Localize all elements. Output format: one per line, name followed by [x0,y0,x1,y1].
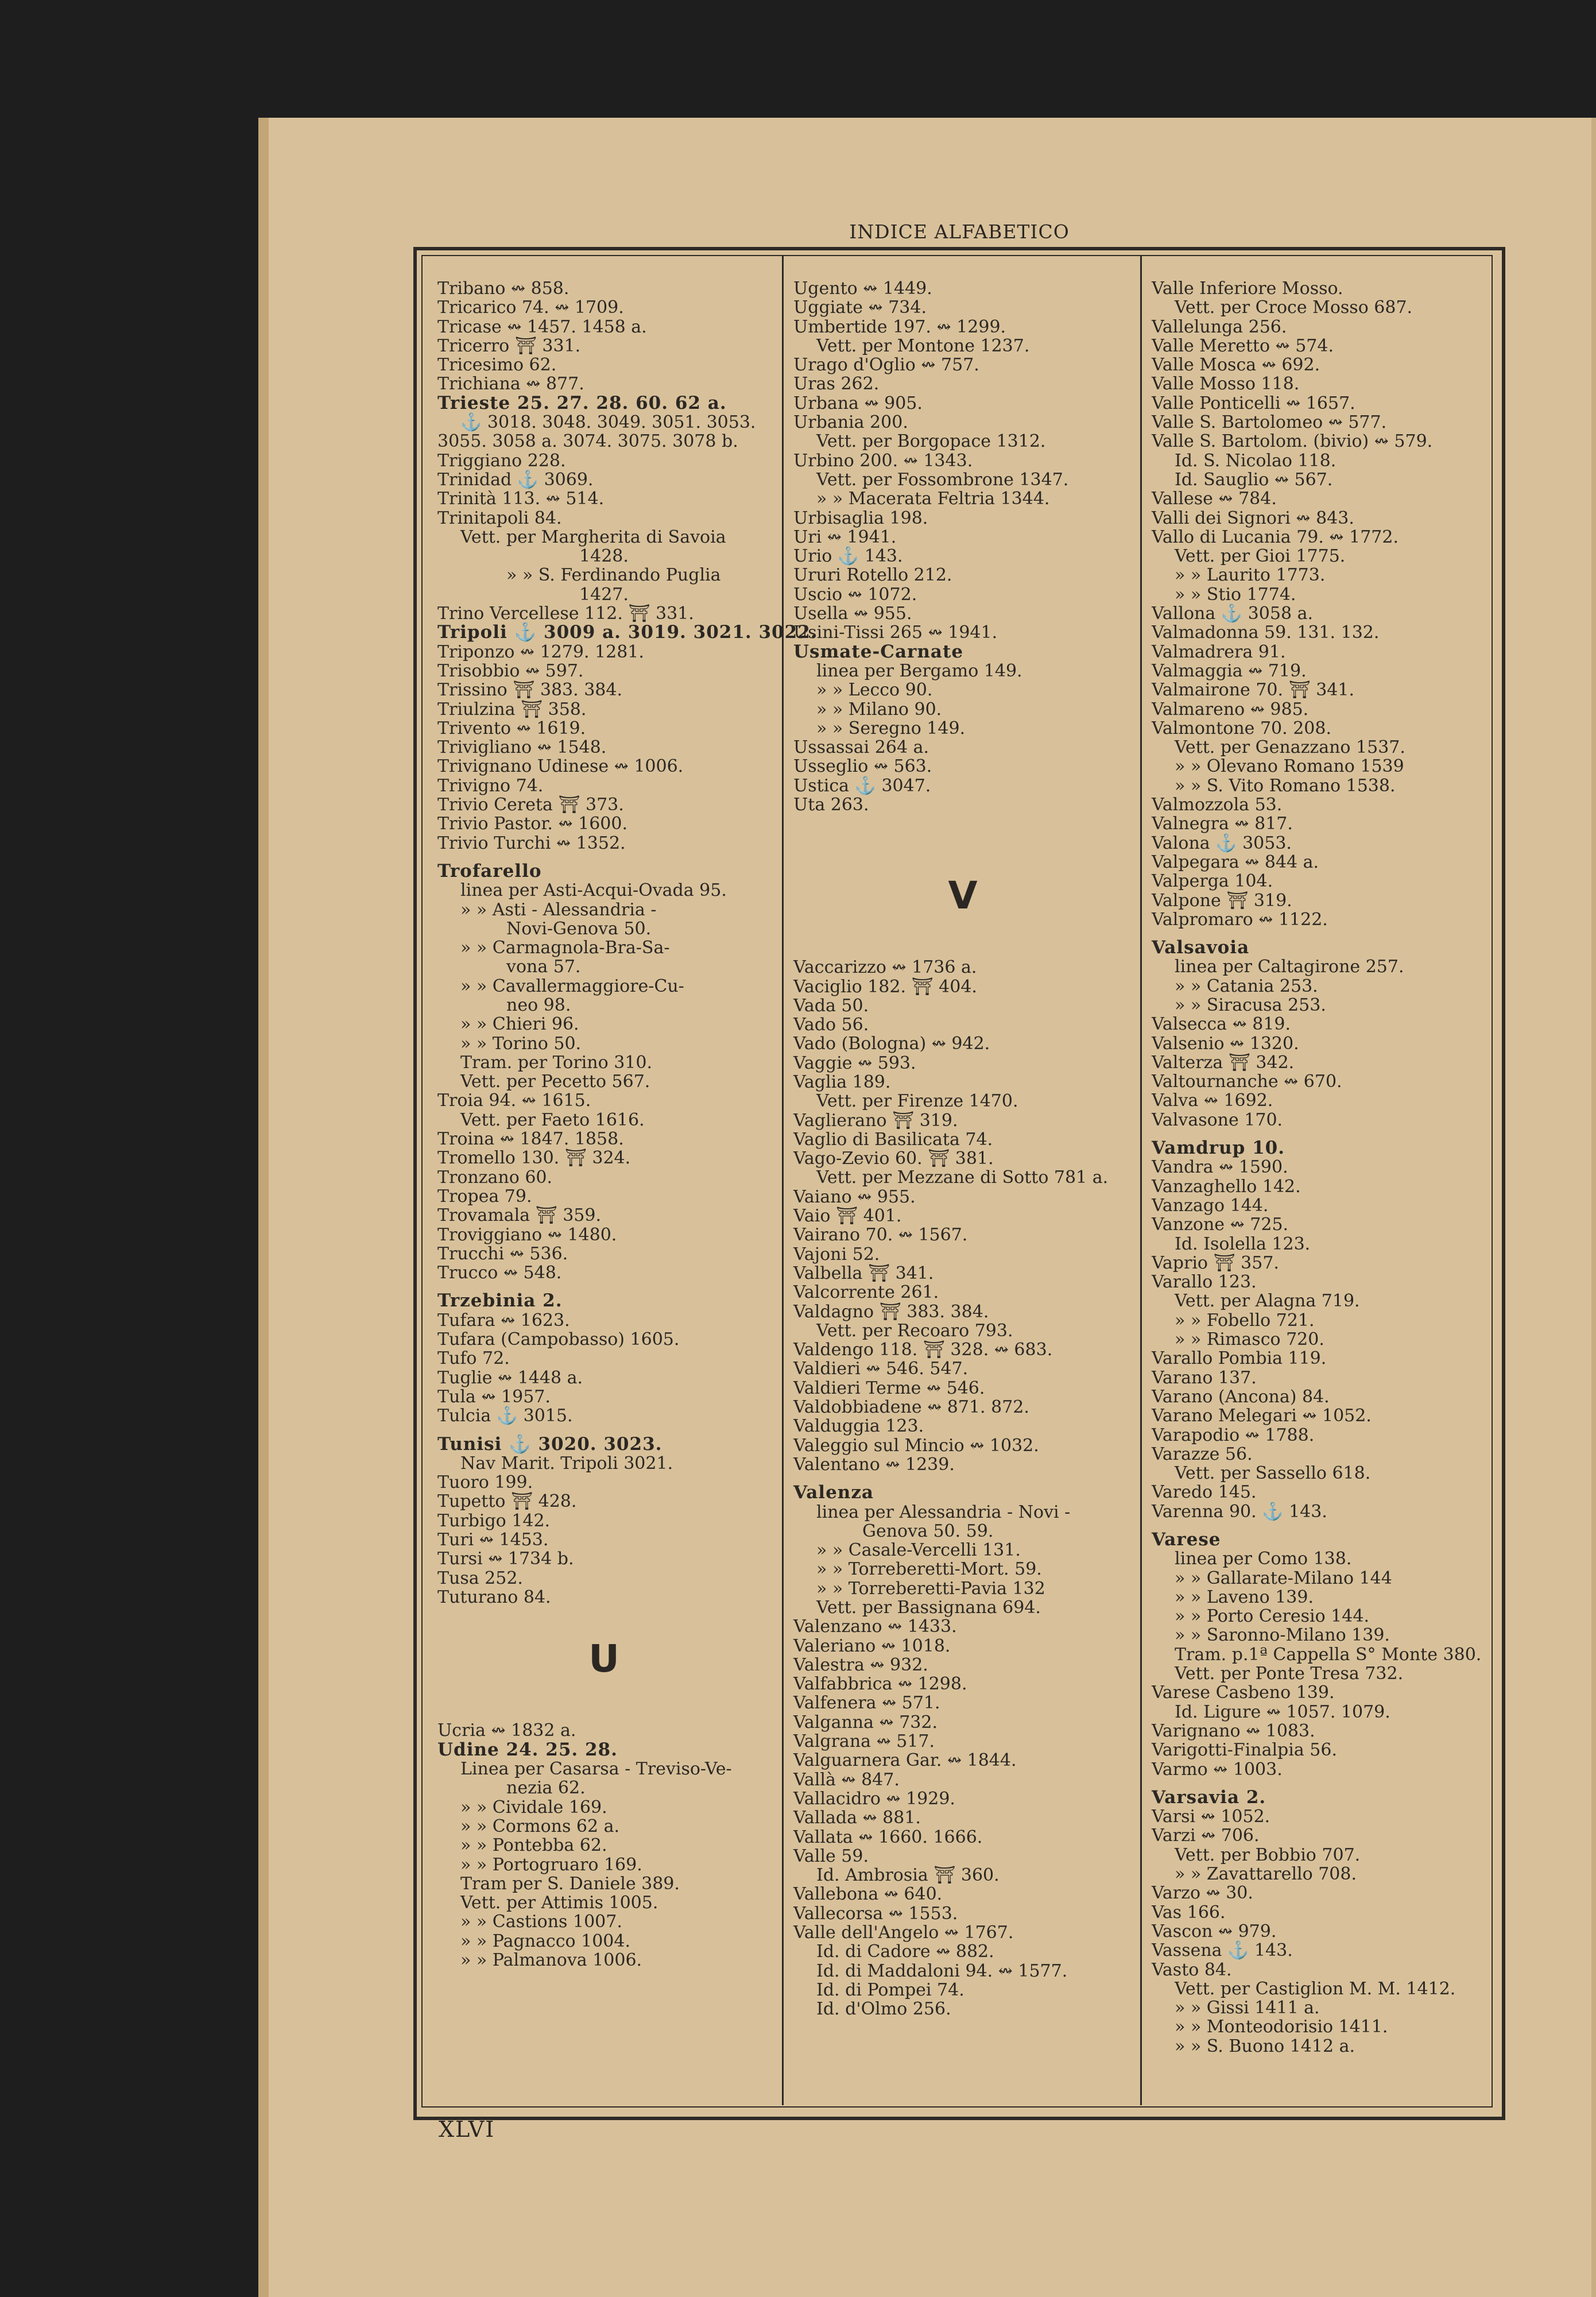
index-entry: Vallada ↭ 881. [793,1808,921,1828]
index-entry: Vascon ↭ 979. [1152,1921,1277,1942]
index-entry: » » Zavattarello 708. [1175,1864,1357,1885]
index-entry: Varano Melegari ↭ 1052. [1152,1406,1372,1426]
index-entry: Vett. per Alagna 719. [1175,1291,1360,1312]
index-entry: Vanzago 144. [1152,1195,1269,1216]
index-entry: Valdobbiadene ↭ 871. 872. [793,1397,1029,1418]
index-entry: Ucria ↭ 1832 a. [437,1720,576,1741]
index-entry: Valpone ⛩ 319. [1152,890,1292,911]
index-entry: Urbania 200. [793,412,908,433]
index-entry: Varzi ↭ 706. [1152,1826,1260,1846]
index-entry: Id. Isolella 123. [1175,1233,1311,1254]
section-letter: U [588,1637,619,1681]
index-entry: Tricesimo 62. [437,355,557,376]
index-entry: Trucco ↭ 548. [437,1263,562,1283]
spacer [437,1702,770,1721]
index-heading: Trieste 25. 27. 28. 60. 62 a. [437,392,727,413]
index-entry: Valdieri ↭ 546. 547. [793,1359,969,1379]
index-entry: Vajoni 52. [793,1244,880,1264]
index-entry: Uscio ↭ 1072. [793,584,917,605]
index-entry: Vassena ⚓ 143. [1152,1940,1293,1961]
index-entry: Id. Ambrosia ⛩ 360. [816,1865,1000,1886]
index-heading: Trzebinia 2. [437,1290,563,1312]
index-heading: Tripoli ⚓ 3009 a. 3019. 3021. 3022. [437,622,818,643]
index-entry: Tram. per Torino 310. [460,1052,652,1073]
index-entry: Vallacidro ↭ 1929. [793,1788,955,1809]
index-entry: Tribano ↭ 858. [437,279,570,299]
index-entry: Tufara ↭ 1623. [437,1310,570,1331]
index-entry: Vallà ↭ 847. [793,1769,900,1790]
index-entry: Vallo di Lucania 79. ↭ 1772. [1152,527,1399,547]
index-entry: » » S. Buono 1412 a. [1175,2036,1355,2056]
index-entry: Tram per S. Daniele 389. [460,1873,680,1894]
index-entry: Varano (Ancona) 84. [1152,1386,1330,1407]
index-entry: Vaglia 189. [793,1072,891,1092]
page-header: INDICE ALFABETICO [849,221,1070,243]
index-entry: Id. di Pompei 74. [816,1979,964,2000]
index-entry: Valmareno ↭ 985. [1152,699,1309,720]
index-entry: Tusa 252. [437,1568,523,1588]
index-entry: Valle Inferiore Mosso. [1152,279,1343,299]
index-entry: Usini-Tissi 265 ↭ 1941. [793,622,998,643]
index-entry: 3055. 3058 a. 3074. 3075. 3078 b. [437,431,738,452]
index-entry: Tursi ↭ 1734 b. [437,1549,574,1569]
index-entry: Tricarico 74. ↭ 1709. [437,297,624,318]
index-entry: » » Carmagnola-Bra-Sa- [460,938,670,958]
index-entry: Varallo 123. [1152,1272,1257,1293]
index-entry: » » Rimasco 720. [1175,1329,1324,1350]
index-entry: Trovamala ⛩ 359. [437,1205,602,1226]
index-entry: Valmairone 70. ⛩ 341. [1152,680,1354,701]
index-entry: Vett. per Montone 1237. [816,335,1030,356]
index-entry: Varsi ↭ 1052. [1152,1807,1270,1827]
index-entry: linea per Caltagirone 257. [1175,957,1404,977]
index-entry: Linea per Casarsa - Treviso-Ve- [460,1759,732,1780]
index-entry: » » Laurito 1773. [1175,565,1326,586]
index-entry: Vanzone ↭ 725. [1152,1215,1289,1235]
index-entry: Vett. per Recoaro 793. [816,1320,1013,1341]
index-entry: Valeggio sul Mincio ↭ 1032. [793,1435,1039,1456]
index-entry: Vett. per Fossombrone 1347. [816,469,1069,490]
index-entry: Vanzaghello 142. [1152,1176,1301,1197]
index-entry: Vas 166. [1152,1902,1226,1923]
index-entry: Trivio Pastor. ↭ 1600. [437,814,627,834]
index-entry: Urbisaglia 198. [793,508,928,528]
index-entry: Valva ↭ 1692. [1152,1091,1273,1111]
index-entry: » » S. Vito Romano 1538. [1175,775,1396,796]
index-heading: Usmate-Carnate [793,641,964,662]
spacer [793,939,1132,958]
index-entry: Valli dei Signori ↭ 843. [1152,508,1354,528]
index-entry: Vett. per Bobbio 707. [1175,1844,1361,1865]
index-entry: Vett. per Margherita di Savoia [460,527,726,547]
index-heading: Trofarello [437,860,542,881]
index-entry: » » Cividale 169. [460,1797,607,1818]
index-entry: » » Asti - Alessandria - [460,899,657,920]
index-entry: » » Castions 1007. [460,1912,622,1932]
index-entry: Vaprio ⛩ 357. [1152,1252,1279,1273]
index-entry: Vett. per Sassello 618. [1175,1463,1371,1484]
index-entry: Valsecca ↭ 819. [1152,1014,1291,1035]
index-entry: Trivio Turchi ↭ 1352. [437,833,626,853]
index-entry: Tupetto ⛩ 428. [437,1491,577,1512]
index-entry: Vett. per Mezzane di Sotto 781 a. [816,1167,1109,1188]
index-entry: Trinidad ⚓ 3069. [437,469,594,490]
index-heading: Varese [1152,1529,1221,1550]
index-entry: Tufara (Campobasso) 1605. [437,1329,680,1350]
index-entry: Valmadrera 91. [1152,641,1286,662]
index-entry: Vaiano ↭ 955. [793,1186,916,1207]
index-entry: Genova 50. 59. [862,1521,994,1541]
index-column-2 [793,279,1132,2105]
index-entry: Tropea 79. [437,1186,532,1206]
index-entry: linea per Como 138. [1175,1549,1352,1569]
index-entry: Valmozzola 53. [1152,795,1283,815]
index-entry: » » Fobello 721. [1175,1310,1315,1331]
index-entry: Vallebona ↭ 640. [793,1884,943,1905]
index-entry: Urbino 200. ↭ 1343. [793,450,973,471]
index-entry: Vett. per Croce Mosso 687. [1175,297,1413,318]
index-entry: Uta 263. [793,795,869,815]
index-entry: Vett. per Faeto 1616. [460,1109,645,1130]
index-entry: Valestra ↭ 932. [793,1654,928,1675]
index-entry: neo 98. [506,995,571,1015]
index-entry: Id. di Maddaloni 94. ↭ 1577. [816,1960,1068,1981]
index-entry: Trissino ⛩ 383. 384. [437,680,623,701]
index-entry: Id. Ligure ↭ 1057. 1079. [1175,1702,1390,1722]
index-entry: Vago-Zevio 60. ⛩ 381. [793,1148,994,1169]
index-entry: Valvasone 170. [1152,1109,1283,1130]
index-column-3 [1152,279,1485,2105]
index-entry: Trinità 113. ↭ 514. [437,489,605,509]
index-entry: » » Chieri 96. [460,1014,579,1035]
index-entry: Varese Casbeno 139. [1152,1683,1335,1703]
index-entry: Valle Mosso 118. [1152,374,1300,395]
index-entry: Valsenio ↭ 1320. [1152,1033,1299,1054]
index-entry: » » Cavallermaggiore-Cu- [460,976,684,996]
index-entry: » » Gissi 1411 a. [1175,1998,1320,2018]
index-entry: Valle S. Bartolom. (bivio) ↭ 579. [1152,431,1433,452]
index-entry: Vett. per Borgopace 1312. [816,431,1046,452]
index-entry: Varedo 145. [1152,1482,1257,1503]
index-entry: Nav Marit. Tripoli 3021. [460,1453,673,1474]
index-entry: Triggiano 228. [437,450,566,471]
index-entry: Tuturano 84. [437,1587,551,1607]
index-entry: Valdieri Terme ↭ 546. [793,1378,985,1398]
index-entry: linea per Bergamo 149. [816,660,1022,681]
index-entry: » » Catania 253. [1175,976,1318,996]
index-entry: Id. di Cadore ↭ 882. [816,1942,994,1962]
index-entry: Vaccarizzo ↭ 1736 a. [793,957,977,978]
index-entry: » » Torino 50. [460,1033,582,1054]
spacer [437,1607,770,1616]
index-entry: Valenzano ↭ 1433. [793,1617,957,1637]
index-entry: Novi-Genova 50. [506,918,652,939]
index-entry: Id. d'Olmo 256. [816,1999,951,2020]
index-entry: Vado 56. [793,1015,869,1035]
index-entry: Urago d'Oglio ↭ 757. [793,355,979,376]
index-entry: Valfenera ↭ 571. [793,1693,940,1714]
index-entry: Valeriano ↭ 1018. [793,1635,951,1656]
page-number: XLVI [439,2117,495,2142]
index-entry: Valle Ponticelli ↭ 1657. [1152,393,1355,413]
index-entry: Vett. per Firenze 1470. [816,1091,1018,1112]
index-entry: Valgrana ↭ 517. [793,1731,935,1752]
index-entry: Triulzina ⛩ 358. [437,699,587,720]
index-entry: » » Casale-Vercelli 131. [816,1540,1021,1561]
index-entry: Varigotti-Finalpia 56. [1152,1740,1337,1761]
index-entry: Tula ↭ 1957. [437,1386,551,1407]
index-entry: Vett. per Castiglion M. M. 1412. [1175,1978,1456,1999]
index-entry: Valle dell'Angelo ↭ 1767. [793,1923,1014,1943]
index-entry: Trivio Cereta ⛩ 373. [437,795,624,815]
index-entry: Tricerro ⛩ 331. [437,335,581,356]
index-entry: Troviggiano ↭ 1480. [437,1224,617,1245]
index-entry: Valona ⚓ 3053. [1152,833,1292,853]
index-entry: » » Portogruaro 169. [460,1854,642,1875]
index-entry: Troia 94. ↭ 1615. [437,1091,591,1111]
index-entry: » » Macerata Feltria 1344. [816,489,1050,509]
index-entry: » » Milano 90. [816,699,942,720]
index-entry: » » Laveno 139. [1175,1587,1314,1607]
index-entry: Troina ↭ 1847. 1858. [437,1129,624,1150]
index-entry: Triponzo ↭ 1279. 1281. [437,641,644,662]
index-entry: Vallecorsa ↭ 1553. [793,1903,958,1924]
index-heading: Udine 24. 25. 28. [437,1739,618,1760]
index-entry: Vallata ↭ 1660. 1666. [793,1827,983,1847]
index-entry: » » Cormons 62 a. [460,1816,620,1836]
index-entry: 1428. [579,546,629,567]
index-entry: Valmadonna 59. 131. 132. [1152,622,1380,643]
index-entry: Varmo ↭ 1003. [1152,1759,1283,1780]
index-entry: Trisobbio ↭ 597. [437,660,584,681]
index-entry: Turbigo 142. [437,1510,551,1531]
index-entry: » » Olevano Romano 1539 [1175,756,1404,777]
index-entry: Vaggie ↭ 593. [793,1053,916,1073]
index-entry: Tronzano 60. [437,1167,553,1188]
index-entry: Vett. per Gioi 1775. [1175,546,1346,567]
index-entry: Valguarnera Gar. ↭ 1844. [793,1750,1017,1771]
index-entry: » » S. Ferdinando Puglia [506,565,721,586]
index-entry: Urio ⚓ 143. [793,546,903,567]
index-entry: Vaglio di Basilicata 74. [793,1129,993,1150]
index-entry: Valpegara ↭ 844 a. [1152,852,1319,872]
index-entry: Vasto 84. [1152,1959,1232,1980]
index-entry: Trivigliano ↭ 1548. [437,737,607,758]
index-entry: Uggiate ↭ 734. [793,297,927,318]
index-entry: » » Seregno 149. [816,718,966,738]
index-entry: Varallo Pombia 119. [1152,1348,1327,1369]
index-entry: Tulcia ⚓ 3015. [437,1406,573,1426]
index-entry: Vandra ↭ 1590. [1152,1157,1288,1178]
index-entry: Tuglie ↭ 1448 a. [437,1367,583,1388]
index-entry: Varano 137. [1152,1367,1257,1388]
index-entry: Tuoro 199. [437,1472,533,1493]
index-entry: Usseglio ↭ 563. [793,756,932,777]
index-entry: Valtournanche ↭ 670. [1152,1072,1342,1092]
spacer [793,814,1132,833]
index-entry: Ururi Rotello 212. [793,565,952,586]
index-entry: linea per Alessandria - Novi - [816,1502,1071,1522]
index-entry: Ugento ↭ 1449. [793,279,932,299]
index-entry: Valcorrente 261. [793,1282,939,1303]
index-entry: Valganna ↭ 732. [793,1712,938,1733]
index-entry: Vaglierano ⛩ 319. [793,1110,958,1131]
index-column-1 [437,279,818,2105]
index-entry: » » Saronno-Milano 139. [1175,1625,1390,1646]
index-entry: Trivignano Udinese ↭ 1006. [437,756,684,777]
index-entry: Tram. p.1ª Cappella S° Monte 380. [1175,1644,1482,1665]
index-entry: » » Stio 1774. [1175,584,1296,605]
index-entry: » » Porto Ceresio 144. [1175,1606,1369,1627]
index-heading: Vamdrup 10. [1152,1138,1285,1159]
index-entry: Uri ↭ 1941. [793,527,897,547]
index-entry: Valdagno ⛩ 383. 384. [793,1301,989,1322]
index-entry: Vaciglio 182. ⛩ 404. [793,976,977,997]
index-heading: Varsavia 2. [1152,1786,1266,1808]
index-entry: Varenna 90. ⚓ 143. [1152,1501,1327,1522]
index-entry: Valfabbrica ↭ 1298. [793,1674,967,1695]
index-entry: Valle S. Bartolomeo ↭ 577. [1152,412,1387,433]
index-entry: ⚓ 3018. 3048. 3049. 3051. 3053. [460,412,756,433]
index-entry: Tromello 130. ⛩ 324. [437,1148,631,1169]
index-entry: Valperga 104. [1152,871,1273,892]
index-entry: » » Torreberetti-Pavia 132 [816,1578,1045,1599]
index-entry: Usella ↭ 955. [793,604,912,624]
index-entry: » » Lecco 90. [816,680,933,701]
index-heading: Tunisi ⚓ 3020. 3023. [437,1433,663,1455]
column-divider-1 [782,255,784,2105]
index-entry: Id. Sauglio ↭ 567. [1175,469,1333,490]
index-entry: Ussassai 264 a. [793,737,929,758]
index-entry: Vada 50. [793,995,869,1016]
index-entry: » » Pagnacco 1004. [460,1931,631,1951]
index-entry: Vaio ⛩ 401. [793,1206,902,1227]
index-entry: Tricase ↭ 1457. 1458 a. [437,316,647,337]
index-entry: Vallona ⚓ 3058 a. [1152,604,1313,624]
index-entry: Vallese ↭ 784. [1152,489,1277,509]
index-entry: Vett. per Genazzano 1537. [1175,737,1405,758]
index-entry: Vallelunga 256. [1152,316,1287,337]
index-heading: Valenza [793,1482,874,1503]
index-entry: Vairano 70. ↭ 1567. [793,1225,968,1246]
index-entry: Vett. per Ponte Tresa 732. [1175,1664,1404,1684]
index-entry: Uras 262. [793,374,880,395]
index-entry: Valle Mosca ↭ 692. [1152,355,1320,376]
index-entry: Varzo ↭ 30. [1152,1883,1253,1904]
index-entry: Trino Vercellese 112. ⛩ 331. [437,604,694,624]
index-entry: vona 57. [506,957,581,977]
index-entry: Vett. per Attimis 1005. [460,1893,658,1913]
index-entry: » » Torreberetti-Mort. 59. [816,1559,1042,1580]
spacer [793,834,1132,853]
index-entry: Umbertide 197. ↭ 1299. [793,316,1006,337]
index-entry: Tufo 72. [437,1348,510,1369]
page-edge [258,118,269,2297]
index-entry: Valmaggia ↭ 719. [1152,660,1307,681]
column-divider-2 [1140,255,1142,2105]
index-entry: Urbana ↭ 905. [793,393,923,413]
index-entry: Vett. per Bassignana 694. [816,1598,1041,1618]
index-entry: Varapodio ↭ 1788. [1152,1425,1315,1445]
index-entry: Vett. per Pecetto 567. [460,1072,650,1092]
index-entry: Trichiana ↭ 877. [437,374,584,395]
index-entry: Varignano ↭ 1083. [1152,1720,1315,1741]
index-entry: » » Monteodorisio 1411. [1175,2017,1388,2037]
index-entry: Vado (Bologna) ↭ 942. [793,1034,990,1054]
index-entry: Valle Meretto ↭ 574. [1152,335,1334,356]
index-entry: Valterza ⛩ 342. [1152,1052,1295,1073]
index-entry: nezia 62. [506,1778,586,1799]
index-entry: Trivento ↭ 1619. [437,718,586,738]
index-entry: Valduggia 123. [793,1416,924,1437]
index-entry: linea per Asti-Acqui-Ovada 95. [460,880,727,901]
index-entry: » » Gallarate-Milano 144 [1175,1568,1392,1588]
index-entry: Trivigno 74. [437,775,544,796]
index-heading: Valsavoia [1152,937,1250,958]
index-entry: Varazze 56. [1152,1444,1253,1464]
index-entry: » » Palmanova 1006. [460,1950,642,1971]
section-letter: V [948,873,978,918]
index-entry: Id. S. Nicolao 118. [1175,450,1337,471]
index-entry: Ustica ⚓ 3047. [793,775,931,796]
index-entry: Trinitapoli 84. [437,508,562,528]
index-entry: Valbella ⛩ 341. [793,1263,934,1283]
index-entry: » » Siracusa 253. [1175,995,1326,1015]
index-entry: Valnegra ↭ 817. [1152,814,1293,834]
index-entry: Trucchi ↭ 536. [437,1243,568,1264]
index-entry: 1427. [579,584,629,605]
index-entry: Valle 59. [793,1846,869,1866]
index-entry: Valdengo 118. ⛩ 328. ↭ 683. [793,1340,1053,1360]
index-entry: Valmontone 70. 208. [1152,718,1331,738]
index-entry: » » Pontebba 62. [460,1835,607,1856]
index-entry: Valentano ↭ 1239. [793,1454,955,1475]
index-entry: Turi ↭ 1453. [437,1530,549,1550]
index-entry: Valpromaro ↭ 1122. [1152,909,1328,930]
